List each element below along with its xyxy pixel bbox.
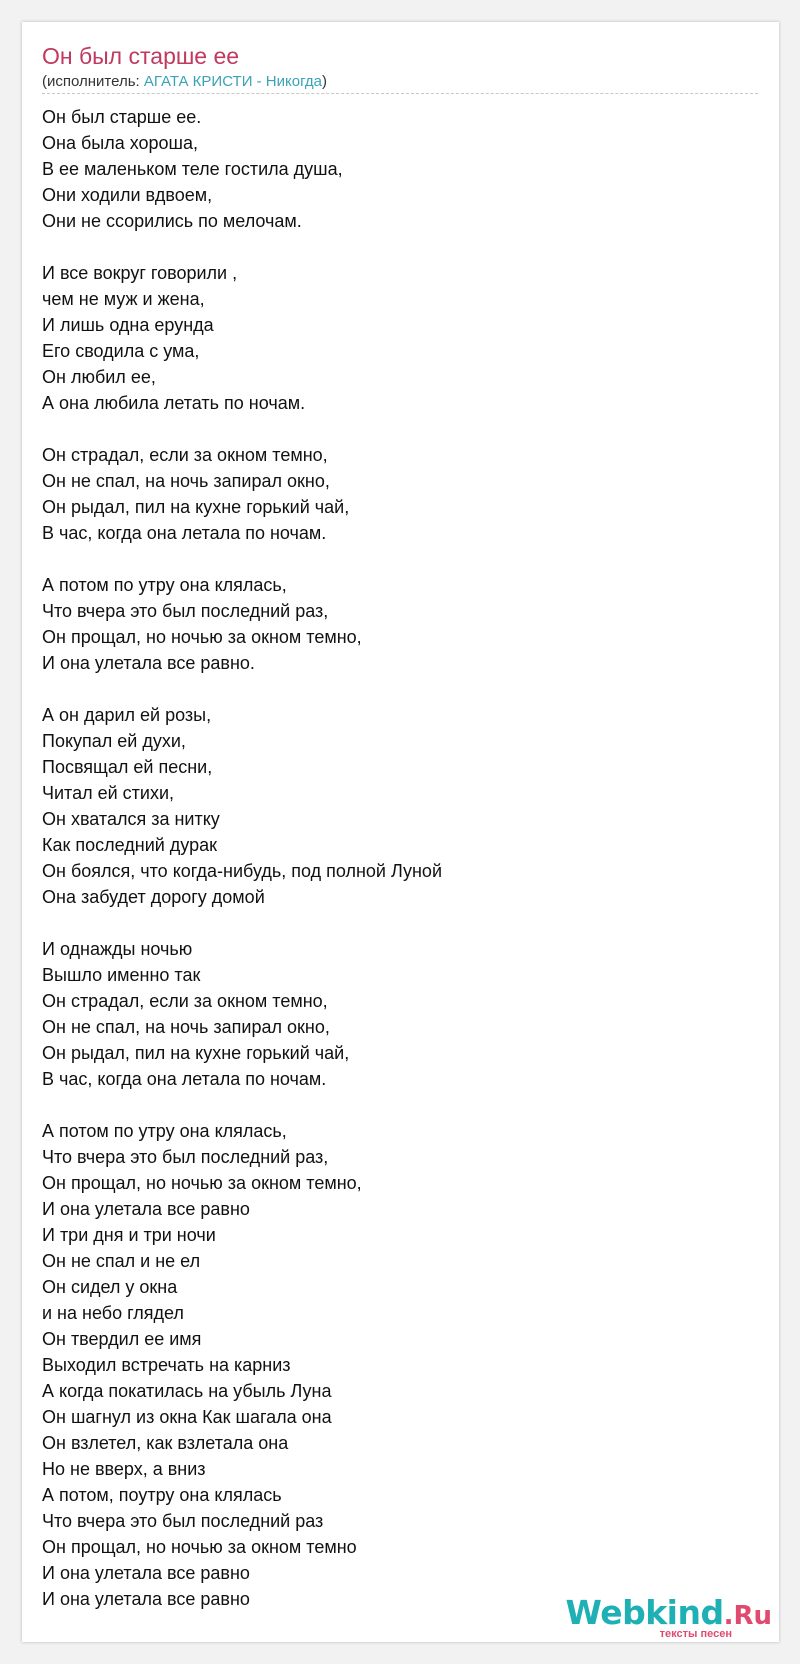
lyric-line: Он рыдал, пил на кухне горький чай, [42, 1043, 350, 1063]
lyric-line: Что вчера это был последний раз, [42, 601, 329, 621]
logo-brand: Webkind [565, 1593, 724, 1632]
lyric-line: Посвящал ей песни, [42, 757, 213, 777]
lyric-line: В час, когда она летала по ночам. [42, 523, 327, 543]
lyric-line: Он хватался за нитку [42, 809, 220, 829]
song-title: Он был старше ее [42, 43, 240, 69]
lyric-line: Он страдал, если за окном темно, [42, 991, 328, 1011]
lyric-line: Он страдал, если за окном темно, [42, 445, 328, 465]
lyric-line: Читал ей стихи, [42, 783, 175, 803]
performer-line [42, 72, 327, 92]
logo-tld: .Ru [723, 1601, 772, 1631]
lyrics-body [42, 104, 442, 1638]
lyric-line: А она любила летать по ночам. [42, 393, 306, 413]
stanza [42, 702, 442, 910]
lyric-line: чем не муж и жена, [42, 289, 205, 309]
lyric-line: Она забудет дорогу домой [42, 887, 265, 907]
lyric-line: А когда покатилась на убыль Луна [42, 1381, 332, 1401]
lyric-line: Он прощал, но ночью за окном темно [42, 1537, 357, 1557]
stanza [42, 1118, 442, 1612]
lyric-line: Они ходили вдвоем, [42, 185, 213, 205]
lyric-line: Он прощал, но ночью за окном темно, [42, 627, 362, 647]
lyric-line: Он рыдал, пил на кухне горький чай, [42, 497, 350, 517]
lyric-line: И она улетала все равно. [42, 653, 255, 673]
lyric-line: Он не спал и не ел [42, 1251, 201, 1271]
lyric-line: Он боялся, что когда-нибудь, под полной Луной [42, 861, 442, 881]
lyric-line: Вышло именно так [42, 965, 201, 985]
lyric-line: Он сидел у окна [42, 1277, 178, 1297]
lyric-line: Они не ссорились по мелочам. [42, 211, 302, 231]
lyric-line: Его сводила с ума, [42, 341, 200, 361]
stanza [42, 260, 442, 416]
lyric-line: Что вчера это был последний раз [42, 1511, 324, 1531]
lyric-line: Она была хороша, [42, 133, 198, 153]
lyric-line: И она улетала все равно [42, 1589, 250, 1609]
lyric-line: Как последний дурак [42, 835, 217, 855]
lyric-line: Он твердил ее имя [42, 1329, 202, 1349]
lyric-line: В час, когда она летала по ночам. [42, 1069, 327, 1089]
performer-suffix: ) [321, 73, 327, 90]
stanza [42, 442, 442, 546]
lyric-line: Он любил ее, [42, 367, 156, 387]
lyric-line: А потом, поутру она клялась [42, 1485, 282, 1505]
lyric-line: Он не спал, на ночь запирал окно, [42, 471, 330, 491]
lyric-line: А потом по утру она клялась, [42, 1121, 287, 1141]
stanza [42, 936, 442, 1092]
lyric-line: И лишь одна ерунда [42, 315, 214, 335]
title-divider [42, 93, 758, 94]
lyric-line: А он дарил ей розы, [42, 705, 212, 725]
lyric-line: И она улетала все равно [42, 1563, 250, 1583]
lyric-line: и на небо глядел [42, 1303, 184, 1323]
lyric-line: Выходил встречать на карниз [42, 1355, 291, 1375]
performer-link[interactable]: АГАТА КРИСТИ - Никогда [143, 73, 322, 90]
lyric-line: А потом по утру она клялась, [42, 575, 287, 595]
lyric-line: Но не вверх, а вниз [42, 1459, 206, 1479]
lyric-line: Он был старше ее. [42, 107, 202, 127]
lyric-line: И три дня и три ночи [42, 1225, 216, 1245]
lyric-line: В ее маленьком теле гостила душа, [42, 159, 343, 179]
lyric-line: Он взлетел, как взлетала она [42, 1433, 289, 1453]
logo-tagline: тексты песен [659, 1628, 732, 1640]
lyric-line: Покупал ей духи, [42, 731, 186, 751]
lyric-line: И она улетала все равно [42, 1199, 250, 1219]
lyric-line: Что вчера это был последний раз, [42, 1147, 329, 1167]
stanza [42, 572, 442, 676]
stanza [42, 104, 442, 234]
lyric-line: Он прощал, но ночью за окном темно, [42, 1173, 362, 1193]
lyric-line: Он не спал, на ночь запирал окно, [42, 1017, 330, 1037]
performer-prefix: (исполнитель: [42, 73, 144, 90]
lyric-line: И все вокруг говорили , [42, 263, 238, 283]
lyric-line: И однажды ночью [42, 939, 193, 959]
lyric-line: Он шагнул из окна Как шагала она [42, 1407, 332, 1427]
